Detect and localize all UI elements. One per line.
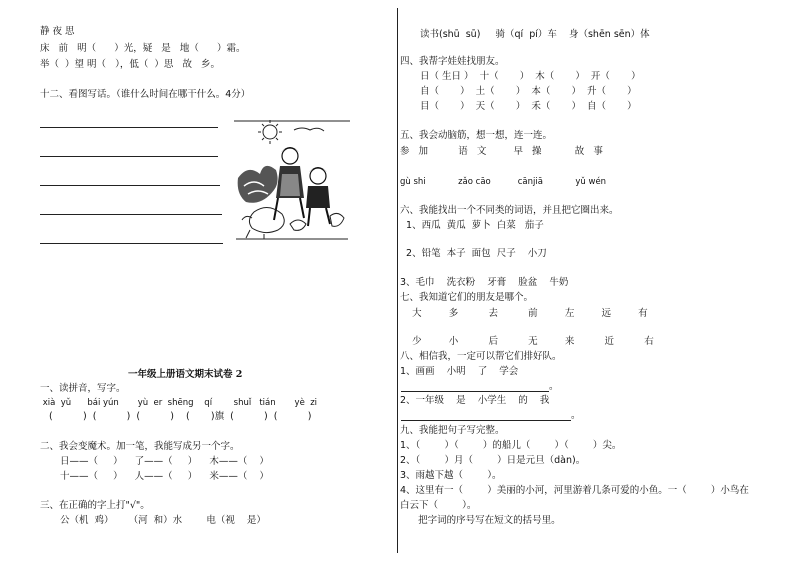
question-5-pinyin[interactable]: gù shi zǎo cāo cānjiā yǔ wén [400,177,607,187]
question-3-row[interactable]: 公（机 鸡） （河 和）水 电（视 是） [60,515,266,526]
exam-title: 一年级上册语文期末试卷 2 [128,369,243,380]
children-illustration [234,116,350,242]
question-5-words[interactable]: 参 加 语 文 早 操 故 事 [400,146,603,157]
pinyin-choice-line[interactable]: 读书(shū sū) 骑（qí pí）车 身（shēn sēn）体 [420,29,650,40]
question-6: 六、我能找出一个不同类的词语，并且把它圈出来。 [400,205,619,216]
question-8: 八、相信我，一定可以帮它们排好队。 [400,351,562,362]
question-6-item-3[interactable]: 3、毛巾 洗衣粉 牙膏 脸盆 牛奶 [400,277,569,288]
question-4-row-3[interactable]: 目（ ） 天（ ） 禾（ ） 自（ ） [420,101,637,112]
question-9-item-5[interactable]: 白云下（ ）。 [400,500,477,511]
question-9-note: 把字词的序号写在短文的括号里。 [400,515,561,526]
question-4: 四、我帮字娃娃找朋友。 [400,56,505,67]
writing-line[interactable] [40,185,220,186]
question-4-row-1[interactable]: 日（ 生日 ） 十（ ） 木（ ） 开（ ） [420,71,641,82]
question-5: 五、我会动脑筋，想一想，连一连。 [400,130,553,141]
writing-line[interactable] [40,127,218,128]
question-2-row-2[interactable]: 十——（ ） 人——（ ） 米——（ ） [60,471,269,482]
question-9-item-4[interactable]: 4、这里有一（ ）美丽的小河，河里游着几条可爱的小鱼。一（ ）小鸟在 [400,485,749,496]
question-7: 七、我知道它们的朋友是哪个。 [400,292,534,303]
poem-line-1: 床 前 明（ ）光，疑 是 地（ ）霜。 [40,43,246,54]
question-6-item-2[interactable]: 2、铅笔 本子 面包 尺子 小刀 [400,248,547,259]
answer-line[interactable] [401,391,549,392]
question-1-answer-boxes[interactable]: ( ) ( ) ( ) ( )旗 ( ) ( ) [40,411,312,422]
column-divider [397,8,398,553]
question-8-item-1: 1、画画 小明 了 学会 [400,366,519,377]
question-6-item-1[interactable]: 1、西瓜 黄瓜 萝卜 白菜 茄子 [400,220,544,231]
question-2-row-1[interactable]: 日——（ ） 了——（ ） 木——（ ） [60,456,269,467]
question-1-pinyin: xià yǔ bái yún yù er shēng qí shuǐ tián yè zi [40,398,318,408]
question-9: 九、我能把句子写完整。 [400,425,505,436]
question-9-item-2[interactable]: 2、（ ）月（ ）日是元旦（dàn)。 [400,455,586,466]
period-mark: 。 [549,381,559,392]
poem-line-2: 举（ ）望 明（ ），低（ ）思 故 乡。 [40,59,221,70]
question-7-row-1[interactable]: 大 多 去 前 左 远 有 [400,308,648,319]
question-1: 一、读拼音，写字。 [40,383,126,394]
question-12: 十二、看图写话。（谁什么时间在哪干什么。4分） [40,89,251,100]
poem-title: 静 夜 思 [40,26,75,37]
writing-line[interactable] [40,243,223,244]
question-9-item-3[interactable]: 3、雨越下越（ ）。 [400,470,502,481]
question-3: 三、在正确的字上打"√"。 [40,500,150,511]
writing-line[interactable] [40,156,218,157]
period-mark: 。 [571,410,581,421]
writing-line[interactable] [40,214,222,215]
question-4-row-2[interactable]: 自（ ） 土（ ） 本（ ） 升（ ） [420,86,637,97]
answer-line[interactable] [401,420,571,421]
sun-icon [258,120,282,144]
question-2: 二、我会变魔术。加一笔，我能写成另一个字。 [40,441,240,452]
question-7-row-2[interactable]: 少 小 后 无 来 近 右 [400,336,654,347]
question-8-item-2: 2、一年级 是 小学生 的 我 [400,395,550,406]
question-9-item-1[interactable]: 1、（ ）（ ）的船儿（ ）（ ）尖。 [400,440,622,451]
